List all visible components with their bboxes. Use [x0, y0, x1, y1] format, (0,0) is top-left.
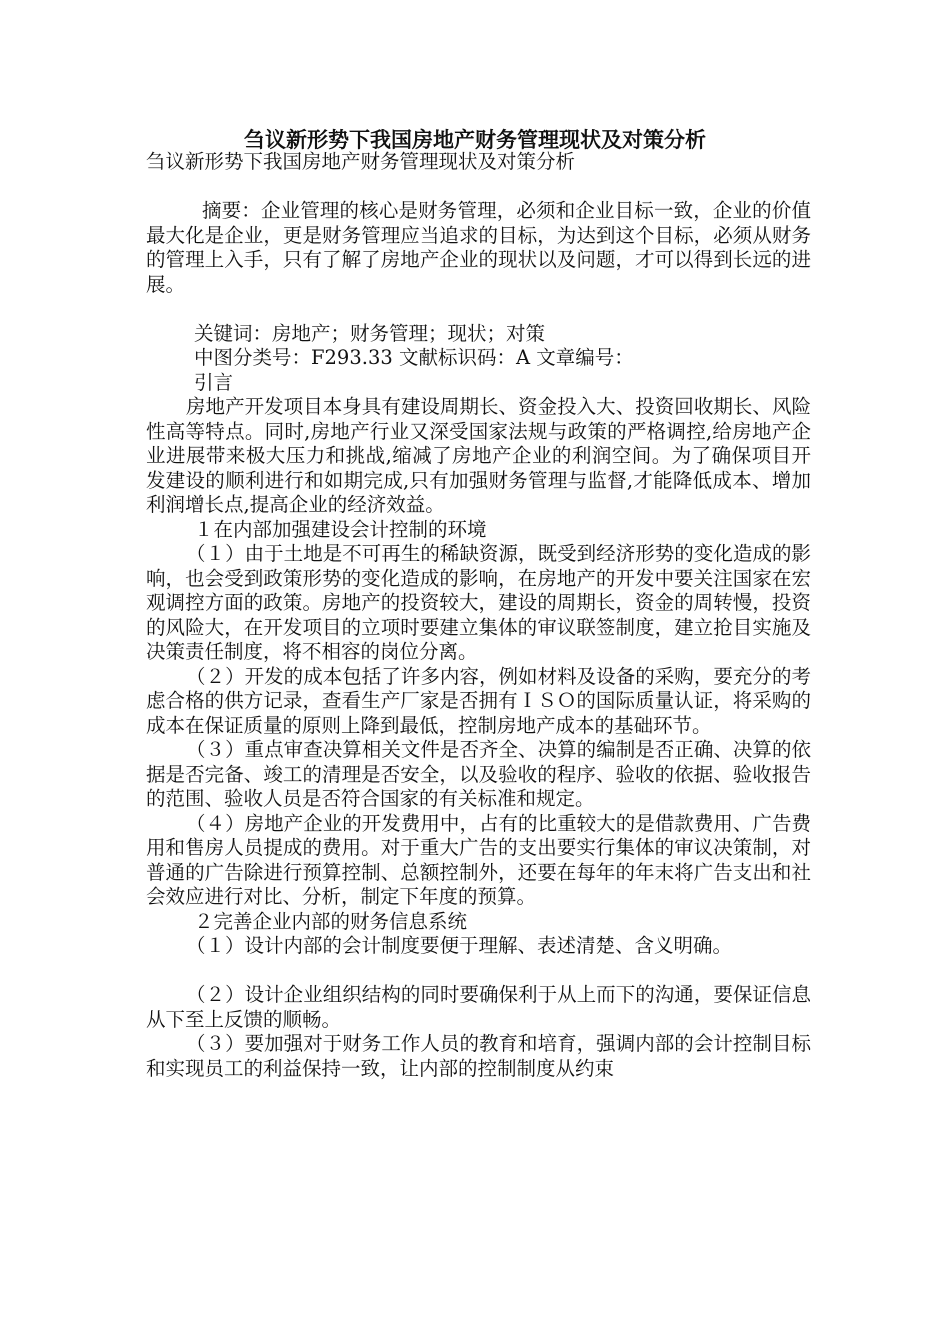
section1-item-1: （１）由于土地是不可再生的稀缺资源，既受到经济形势的变化造成的影响，也会受到政策形势的变化造成的影响，在房地产的开发中要关注国家在宏观调控方面的政策。房地产的投资较大，建设的周期长，资金的周转慢，投资的风险大，在开发项目的立项时要建立集体的审议联签制度，建立抢目实施及决策责任制度，将不相容的岗位分离。	[146, 542, 811, 663]
section2-item-3: （３）要加强对于财务工作人员的教育和培育，强调内部的会计控制目标和实现员工的利益保持一致，让内部的控制制度从约束	[146, 1032, 811, 1080]
section1-heading: １在内部加强建设会计控制的环境	[194, 517, 487, 541]
intro-heading: 引言	[194, 370, 234, 394]
abstract-paragraph: 摘要：企业管理的核心是财务管理，必须和企业目标一致，企业的价值最大化是企业，更是财务管理应当追求的目标，为达到这个目标，必须从财务的管理上入手，只有了解了房地产企业的现状以及问题，才可以得到长远的进展。	[146, 199, 811, 296]
section2-heading: ２完善企业内部的财务信息系统	[194, 909, 468, 933]
spacer	[146, 959, 811, 984]
keywords-line: 关键词：房地产；财务管理；现状；对策	[194, 321, 546, 345]
intro-paragraph: 房地产开发项目本身具有建设周期长、资金投入大、投资回收期长、风险性高等特点。同时,房地产行业又深受国家法规与政策的严格调控,给房地产企业进展带来极大压力和挑战,缩减了房地产企业的利润空间。为了确保项目开发建设的顺利进行和如期完成,只有加强财务管理与监督,才能降低成本、增加利润增长点,提高企业的经济效益。	[146, 395, 811, 516]
document-title: 刍议新形势下我国房地产财务管理现状及对策分析	[244, 128, 706, 152]
section2-item-1: （１）设计内部的会计制度要便于理解、表述清楚、含义明确。	[186, 934, 733, 957]
classification-line: 中图分类号：F293.33 文献标识码：A 文章编号：	[194, 346, 634, 369]
spacer	[146, 297, 811, 322]
section2-item-2: （２）设计企业组织结构的同时要确保利于从上而下的沟通，要保证信息从下至上反馈的顺畅。	[146, 983, 811, 1031]
section1-item-3: （３）重点审查决算相关文件是否齐全、决算的编制是否正确、决算的依据是否完备、竣工的清理是否安全，以及验收的程序、验收的依据、验收报告的范围、验收人员是否符合国家的有关标准和规定。	[146, 738, 811, 810]
subtitle-line: 刍议新形势下我国房地产财务管理现状及对策分析	[146, 150, 576, 173]
section1-item-4: （４）房地产企业的开发费用中，占有的比重较大的是借款费用、广告费用和售房人员提成的费用。对于重大广告的支出要实行集体的审议决策制，对普通的广告除进行预算控制、总额控制外，还要在每年的年末将广告支出和社会效应进行对比、分析，制定下年度的预算。	[146, 811, 811, 908]
section1-item-2: （２）开发的成本包括了许多内容，例如材料及设备的采购，要充分的考虑合格的供方记录，查看生产厂家是否拥有ＩＳＯ的国际质量认证，将采购的成本在保证质量的原则上降到最低，控制房地产成本的基础环节。	[146, 664, 811, 737]
document-body	[146, 150, 811, 1081]
spacer	[146, 175, 811, 200]
